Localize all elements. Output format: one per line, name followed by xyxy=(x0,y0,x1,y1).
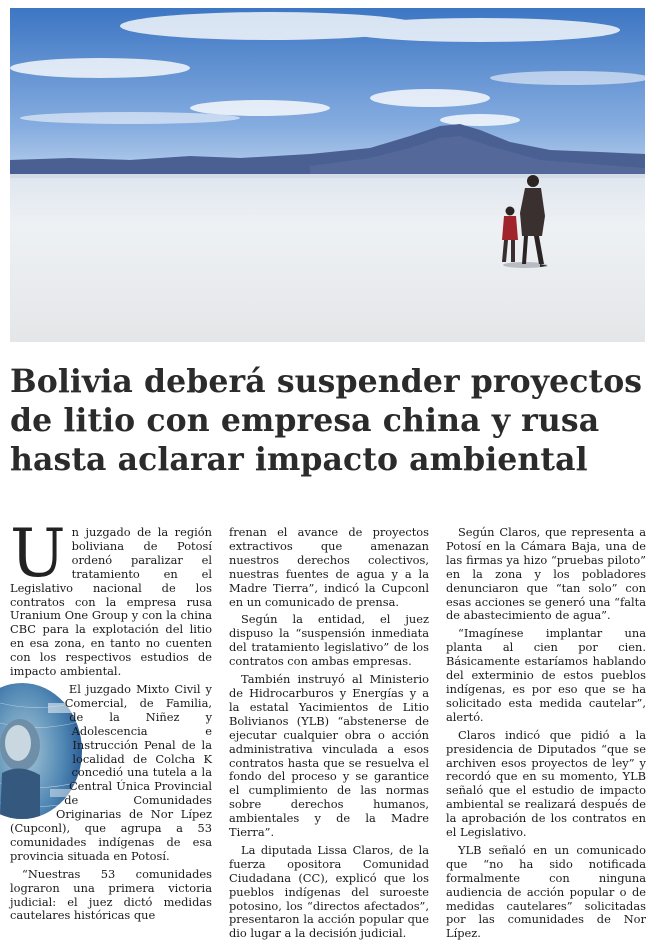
paragraph: Según Claros, que representa a Potosí en la Cámara Baja, una de las firmas ya hizo “pruebas piloto” en la zona y los pobladores denunciaron que “tan solo” con esas acciones se generó una “falta de abastecimiento de agua”. xyxy=(446,525,646,623)
headline-line-2: de litio con empresa china y rusa xyxy=(10,402,600,439)
article-column-2 xyxy=(229,526,429,945)
paragraph: “Nuestras 53 comunidades lograron una primera victoria judicial: el juez dictó medidas cautelares históricas que xyxy=(10,866,212,923)
article-column-1 xyxy=(10,515,212,927)
headline-line-1: Bolivia deberá suspender proyectos xyxy=(10,363,643,400)
paragraph-text: El juzgado Mixto Civil y Comercial, de Familia, de la Niñez y Adolescencia e Instrucción Penal de la localidad de Colcha K concedió una tutela a la Central Única Provincial de Comunidades Originarias de Nor Lípez (Cupconl), que agrupa a 53 comunidades indígenas de esa provincia situada en Potosí. xyxy=(10,681,212,863)
paragraph: Claros indicó que pidió a la presidencia de Diputados “que se archiven esos proyectos de ley” y recordó que en su momento, YLB señaló que el estudio de impacto ambiental se realizará después de la aprobación de los contratos en el Legislativo. xyxy=(446,727,646,840)
drop-cap: U xyxy=(10,515,66,592)
paragraph: YLB señaló en un comunicado que “no ha sido notificada formalmente con ninguna audiencia de acción popular o de medidas cautelares” solicitadas por las comunidades de Nor Lípez. xyxy=(446,842,646,941)
paragraph-text: n juzgado de la región boliviana de Potosí ordenó paralizar el tratamiento en el Legislativo nacional de los contratos con la empresa rusa Uranium One Group y con la china CBC para la explotación del litio en esa zona, en tanto no cuenten con los respectivos estudios de impacto ambiental. xyxy=(10,525,212,679)
article-headline xyxy=(10,362,650,479)
paragraph xyxy=(10,683,212,864)
paragraph: La diputada Lissa Claros, de la fuerza opositora Comunidad Ciudadana (CC), explicó que los pueblos indígenas del suroeste potosino, los “directos afectados”, presentaron la acción popular que dio lugar a la decisión judicial. xyxy=(229,842,429,941)
paragraph xyxy=(10,515,212,679)
headline-line-3: hasta aclarar impacto ambiental xyxy=(10,441,588,478)
salt-flat-photo xyxy=(10,8,645,342)
paragraph: frenan el avance de proyectos extractivos que amenazan nuestros derechos colectivos, nuestras fuentes de agua y a la Madre Tierra”, indicó la Cupconl en un comunicado de prensa. xyxy=(229,525,429,609)
article-column-3 xyxy=(446,526,646,945)
paragraph: También instruyó al Ministerio de Hidrocarburos y Energías y a la estatal Yacimientos de Litio Bolivianos (YLB) “abstenerse de ejecutar cualquier obra o acción administrativa vinculada a esos contratos hasta que se resuelva el fondo del proceso y se garantice el cumplimiento de las normas sobre derechos humanos, ambientales y de la Madre Tierra”. xyxy=(229,672,429,840)
paragraph: “Imagínese implantar una planta al cien por cien. Básicamente estaríamos hablando del exterminio de estos pueblos indígenas, es por eso que se ha solicitado esta medida cautelar”, alertó. xyxy=(446,626,646,724)
paragraph: Según la entidad, el juez dispuso la “suspensión inmediata del tratamiento legislativo” de los contratos con ambas empresas. xyxy=(229,612,429,669)
